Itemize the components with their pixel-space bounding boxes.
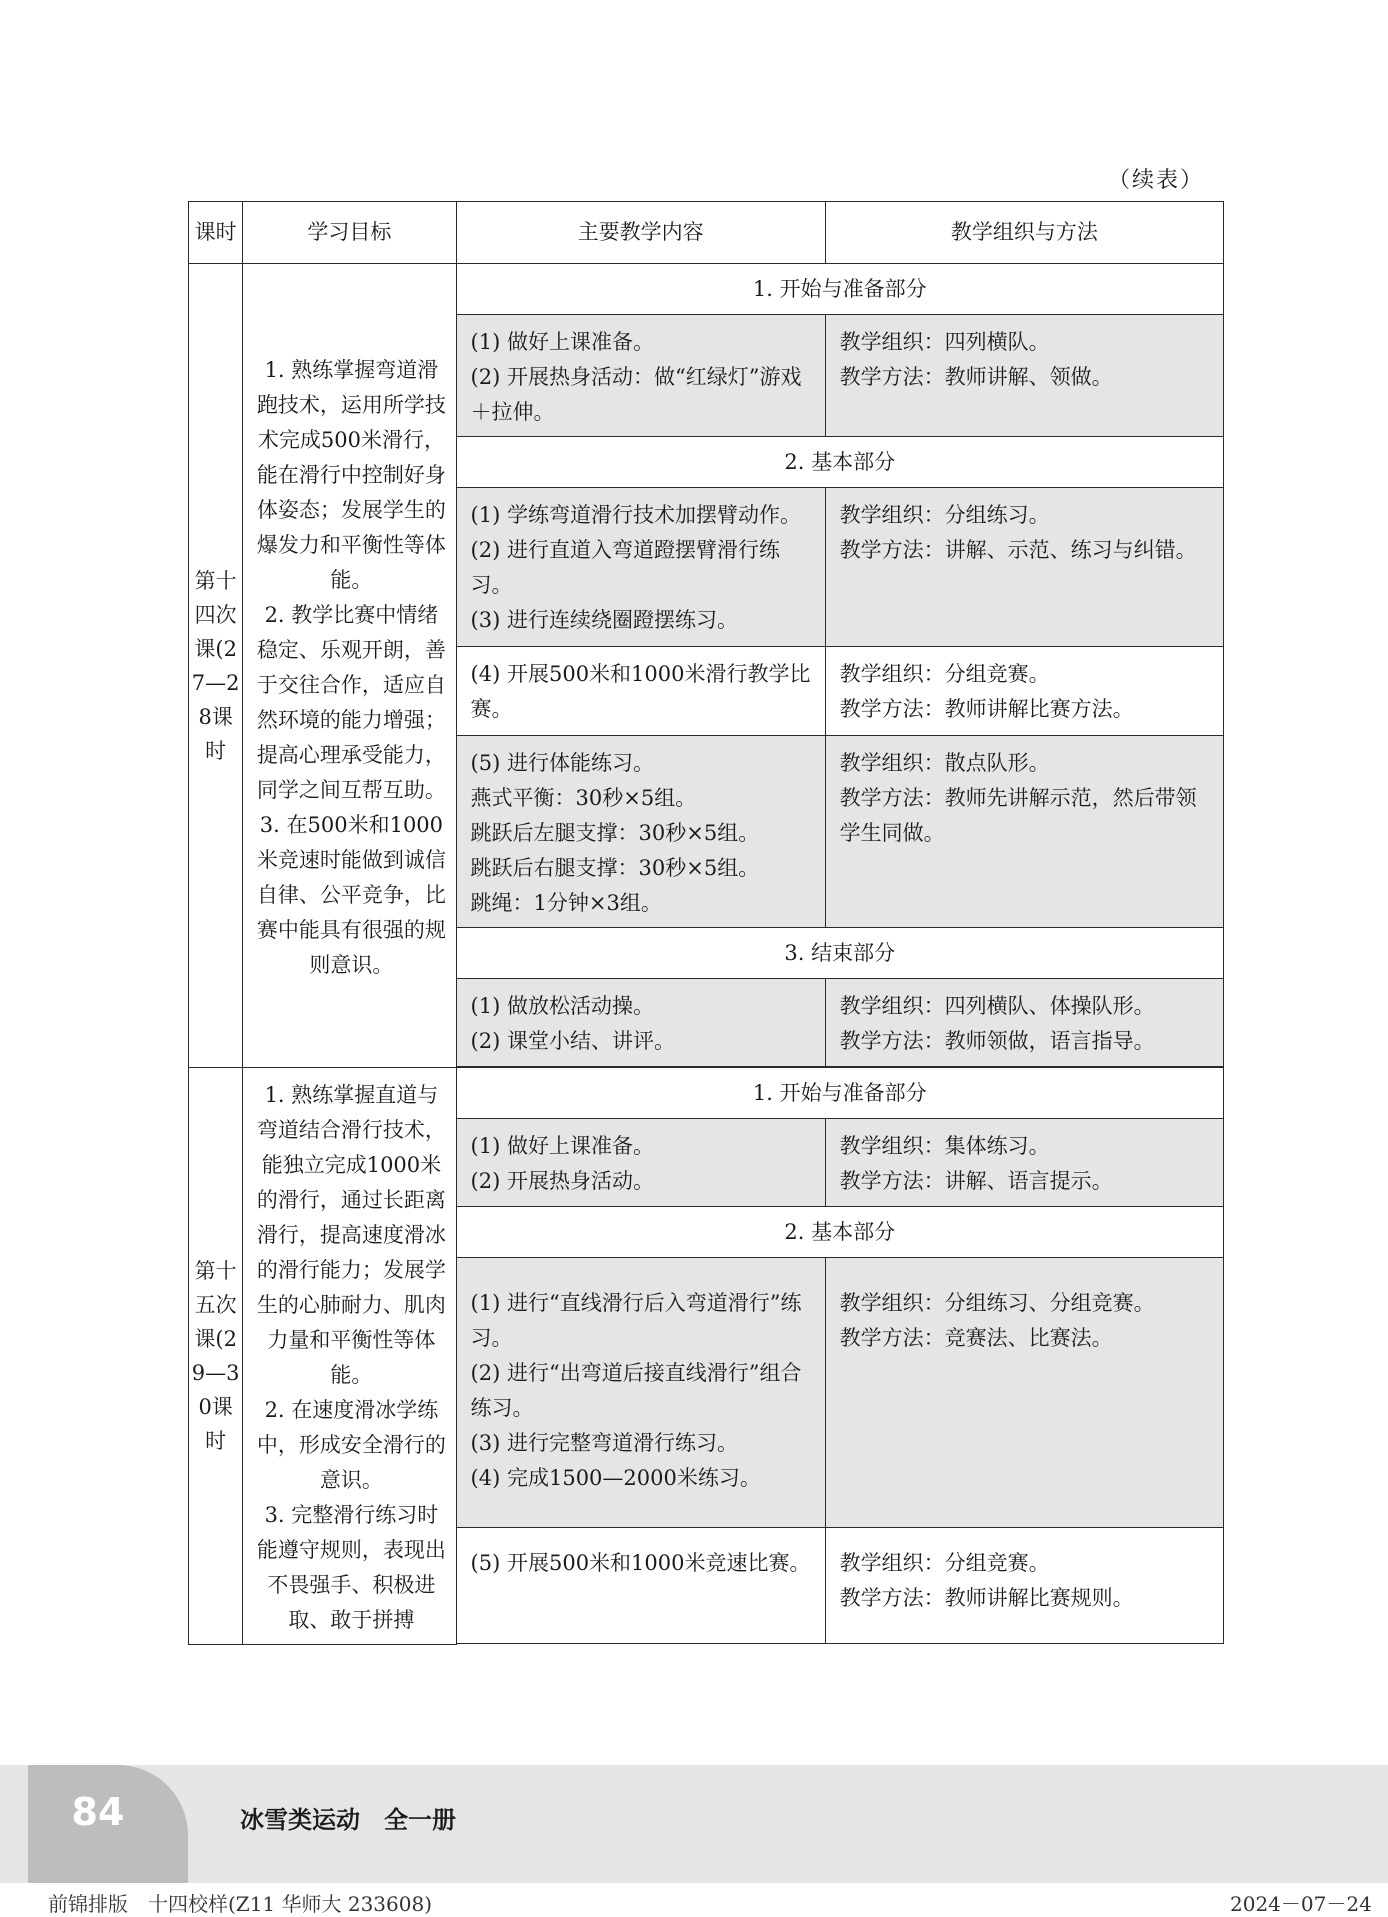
table-row [189, 264, 1224, 315]
content-line: (3) 进行完整弯道滑行练习。 [470, 1431, 738, 1456]
content-cell [456, 315, 825, 437]
method-line: 教学组织：分组竞赛。 [839, 662, 1050, 686]
section-heading: 3. 结束部分 [456, 928, 1223, 979]
method-line: 教学组织：分组竞赛。 [839, 1551, 1050, 1576]
content-line: 跳绳：1分钟×3组。 [470, 891, 662, 915]
content-cell [456, 979, 825, 1067]
content-cell [456, 736, 825, 928]
method-cell [825, 647, 1223, 736]
method-cell [825, 979, 1223, 1067]
section-heading: 1. 开始与准备部分 [456, 264, 1223, 315]
content-line: (1) 做放松活动操。 [470, 994, 654, 1018]
table-header-row [189, 202, 1224, 264]
method-line: 教学组织：分组练习、分组竞赛。 [839, 1291, 1155, 1316]
continuation-note: （续表） [1108, 168, 1205, 193]
header-method: 教学组织与方法 [825, 202, 1223, 264]
lesson-14-label: 第十四次课(27—28课时 [189, 264, 243, 1068]
content-line: (2) 进行“出弯道后接直线滑行”组合练习。 [470, 1361, 802, 1421]
method-line: 教学方法：教师讲解、领做。 [839, 365, 1113, 389]
content-line: 跳跃后右腿支撑：30秒×5组。 [470, 856, 760, 880]
method-cell [825, 1528, 1223, 1644]
method-line: 教学方法：讲解、示范、练习与纠错。 [839, 538, 1197, 562]
page-number: 84 [71, 1790, 125, 1834]
content-cell [456, 647, 825, 736]
print-info: 前锦排版 十四校样(Z11 华师大 233608) [48, 1892, 433, 1916]
header-content: 主要教学内容 [456, 202, 825, 264]
content-line: (1) 做好上课准备。 [470, 330, 654, 354]
content-cell [456, 1528, 825, 1644]
method-cell [825, 736, 1223, 928]
section-heading: 2. 基本部分 [456, 437, 1223, 488]
header-lesson: 课时 [189, 202, 243, 264]
content-line: (2) 开展热身活动：做“红绿灯”游戏＋拉伸。 [470, 365, 802, 424]
method-line: 教学方法：竞赛法、比赛法。 [839, 1326, 1113, 1351]
content-cell [456, 1258, 825, 1528]
content-line: (4) 开展500米和1000米滑行教学比赛。 [470, 662, 811, 721]
content-line: 燕式平衡：30秒×5组。 [470, 786, 697, 810]
method-cell [825, 1258, 1223, 1528]
goal-item: 2. 在速度滑冰学练中，形成安全滑行的意识。 [256, 1398, 446, 1492]
method-line: 教学方法：教师先讲解示范，然后带领学生同做。 [839, 786, 1197, 845]
book-title: 冰雪类运动 全一册 [240, 1806, 456, 1834]
print-date: 2024－07－24 [1230, 1892, 1372, 1916]
footer-band [0, 1765, 1388, 1883]
table-row [189, 1068, 1224, 1119]
content-cell [456, 488, 825, 647]
method-line: 教学方法：教师讲解比赛规则。 [839, 1586, 1134, 1611]
method-line: 教学方法：教师讲解比赛方法。 [839, 697, 1134, 721]
header-goal: 学习目标 [243, 202, 456, 264]
method-cell [825, 488, 1223, 647]
content-line: 跳跃后左腿支撑：30秒×5组。 [470, 821, 760, 845]
content-line: (2) 开展热身活动。 [470, 1169, 654, 1194]
content-cell [456, 1119, 825, 1207]
content-line: (1) 做好上课准备。 [470, 1134, 654, 1159]
method-line: 教学组织：四列横队。 [839, 330, 1050, 354]
goal-item: 1. 熟练掌握直道与弯道结合滑行技术，能独立完成1000米的滑行，通过长距离滑行，提高速度滑冰的滑行能力；发展学生的心肺耐力、肌肉力量和平衡性等体能。 [256, 1083, 446, 1387]
section-heading: 1. 开始与准备部分 [456, 1068, 1223, 1119]
method-line: 教学方法：教师领做，语言指导。 [839, 1029, 1155, 1053]
method-cell [825, 1119, 1223, 1207]
section-heading: 2. 基本部分 [456, 1207, 1223, 1258]
goal-item: 3. 在500米和1000米竞速时能做到诚信自律、公平竞争，比赛中能具有很强的规则意识。 [256, 812, 446, 977]
content-line: (2) 课堂小结、讲评。 [470, 1029, 675, 1053]
method-cell [825, 315, 1223, 437]
content-line: (5) 进行体能练习。 [470, 751, 654, 775]
lesson-15-label: 第十五次课(29—30课时 [189, 1068, 243, 1645]
lesson-plan-table [188, 201, 1224, 1645]
method-line: 教学方法：讲解、语言提示。 [839, 1169, 1113, 1194]
method-line: 教学组织：散点队形。 [839, 751, 1050, 775]
content-line: (3) 进行连续绕圈蹬摆练习。 [470, 608, 738, 632]
method-line: 教学组织：四列横队、体操队形。 [839, 994, 1155, 1018]
content-line: (1) 进行“直线滑行后入弯道滑行”练习。 [470, 1291, 802, 1351]
content-line: (5) 开展500米和1000米竞速比赛。 [470, 1551, 811, 1576]
content-line: (2) 进行直道入弯道蹬摆臂滑行练习。 [470, 538, 780, 597]
content-line: (4) 完成1500—2000米练习。 [470, 1466, 761, 1491]
lesson-15-goals [243, 1068, 456, 1645]
method-line: 教学组织：集体练习。 [839, 1134, 1050, 1159]
method-line: 教学组织：分组练习。 [839, 503, 1050, 527]
goal-item: 3. 完整滑行练习时能遵守规则，表现出不畏强手、积极进取、敢于拼搏 [256, 1503, 446, 1632]
content-line: (1) 学练弯道滑行技术加摆臂动作。 [470, 503, 801, 527]
lesson-14-goals [243, 264, 456, 1068]
goal-item: 1. 熟练掌握弯道滑跑技术，运用所学技术完成500米滑行，能在滑行中控制好身体姿态；发展学生的爆发力和平衡性等体能。 [256, 357, 446, 592]
goal-item: 2. 教学比赛中情绪稳定、乐观开朗，善于交往合作，适应自然环境的能力增强；提高心理承受能力，同学之间互帮互助。 [256, 602, 446, 802]
